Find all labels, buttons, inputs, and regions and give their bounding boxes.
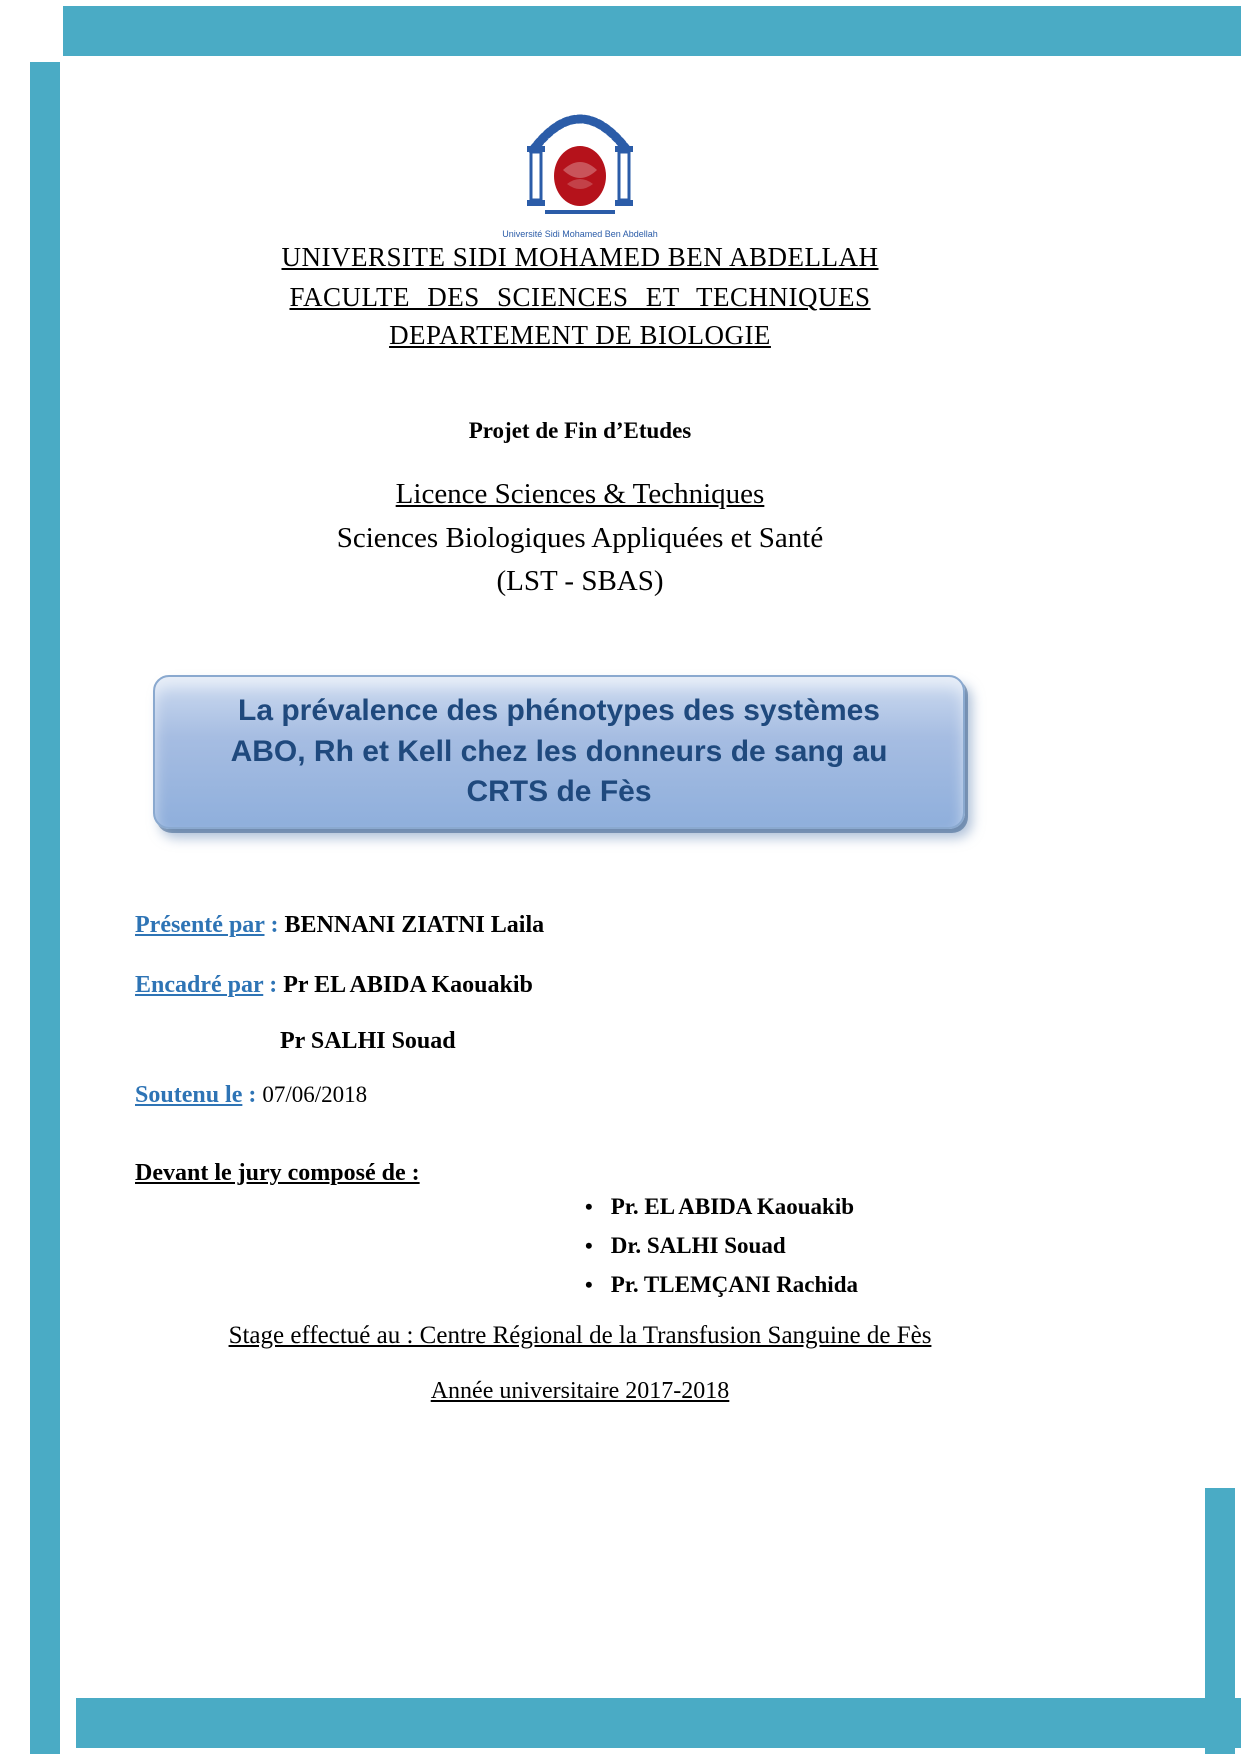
defended-on-row	[65, 1082, 1095, 1109]
bullet-icon: •	[585, 1272, 593, 1297]
defended-on-colon: :	[242, 1082, 263, 1108]
jury-member	[585, 1272, 858, 1298]
jury-member	[585, 1233, 858, 1259]
jury-heading	[65, 1160, 1095, 1187]
project-type: Projet de Fin d’Etudes	[468, 418, 692, 443]
supervised-by-row	[65, 972, 1095, 999]
department-name: DEPARTEMENT DE BIOLOGIE	[389, 320, 771, 350]
thesis-title-line2: ABO, Rh et Kell chez les donneurs de sang au	[230, 734, 888, 768]
university-name: UNIVERSITE SIDI MOHAMED BEN ABDELLAH	[281, 242, 879, 272]
supervised-by-label: Encadré par	[135, 972, 264, 998]
presented-by-row	[65, 912, 1095, 939]
university-logo-icon	[515, 88, 645, 222]
jury-list	[585, 1194, 858, 1298]
defended-on-label: Soutenu le	[135, 1082, 243, 1108]
thesis-title-line1: La prévalence des phénotypes des systèmes	[238, 694, 880, 727]
presented-by-label: Présenté par	[135, 912, 265, 938]
presented-by-name: BENNANI ZIATNI Laila	[284, 912, 545, 938]
thesis-title	[231, 691, 888, 813]
degree-acronym: (LST - SBAS)	[496, 565, 664, 597]
presented-by-colon: :	[264, 912, 285, 938]
bullet-icon: •	[585, 1233, 593, 1258]
supervised-by-colon: :	[263, 972, 284, 998]
thesis-title-line3: CRTS de Fès	[466, 775, 652, 808]
frame-left-bar	[30, 62, 60, 1754]
supervisor-name-2-row	[65, 1028, 1095, 1055]
speciality-name: Sciences Biologiques Appliquées et Santé	[336, 522, 824, 554]
logo-block	[65, 88, 1095, 239]
supervisor-name-1: Pr EL ABIDA Kaouakib	[283, 972, 533, 998]
degree-name: Licence Sciences & Techniques	[395, 478, 765, 510]
frame-right-bar	[1205, 1488, 1235, 1754]
jury-heading-text: Devant le jury composé de :	[135, 1160, 420, 1186]
faculty-name: FACULTE DES SCIENCES ET TECHNIQUES	[289, 282, 871, 312]
logo-caption: Université Sidi Mohamed Ben Abdellah	[502, 229, 658, 239]
supervisor-name-2: Pr SALHI Souad	[280, 1028, 456, 1054]
jury-member-name: Dr. SALHI Souad	[610, 1233, 786, 1258]
jury-member-name: Pr. TLEMÇANI Rachida	[610, 1272, 858, 1297]
academic-year: Année universitaire 2017-2018	[430, 1378, 730, 1404]
defense-date: 07/06/2018	[262, 1082, 368, 1107]
thesis-title-box	[153, 675, 965, 829]
frame-top-bar	[63, 6, 1241, 56]
internship-location: Stage effectué au : Centre Régional de la Transfusion Sanguine de Fès	[228, 1322, 932, 1349]
page-content	[65, 60, 1095, 1750]
jury-member-name: Pr. EL ABIDA Kaouakib	[610, 1194, 854, 1219]
bullet-icon: •	[585, 1194, 593, 1219]
jury-member	[585, 1194, 858, 1220]
